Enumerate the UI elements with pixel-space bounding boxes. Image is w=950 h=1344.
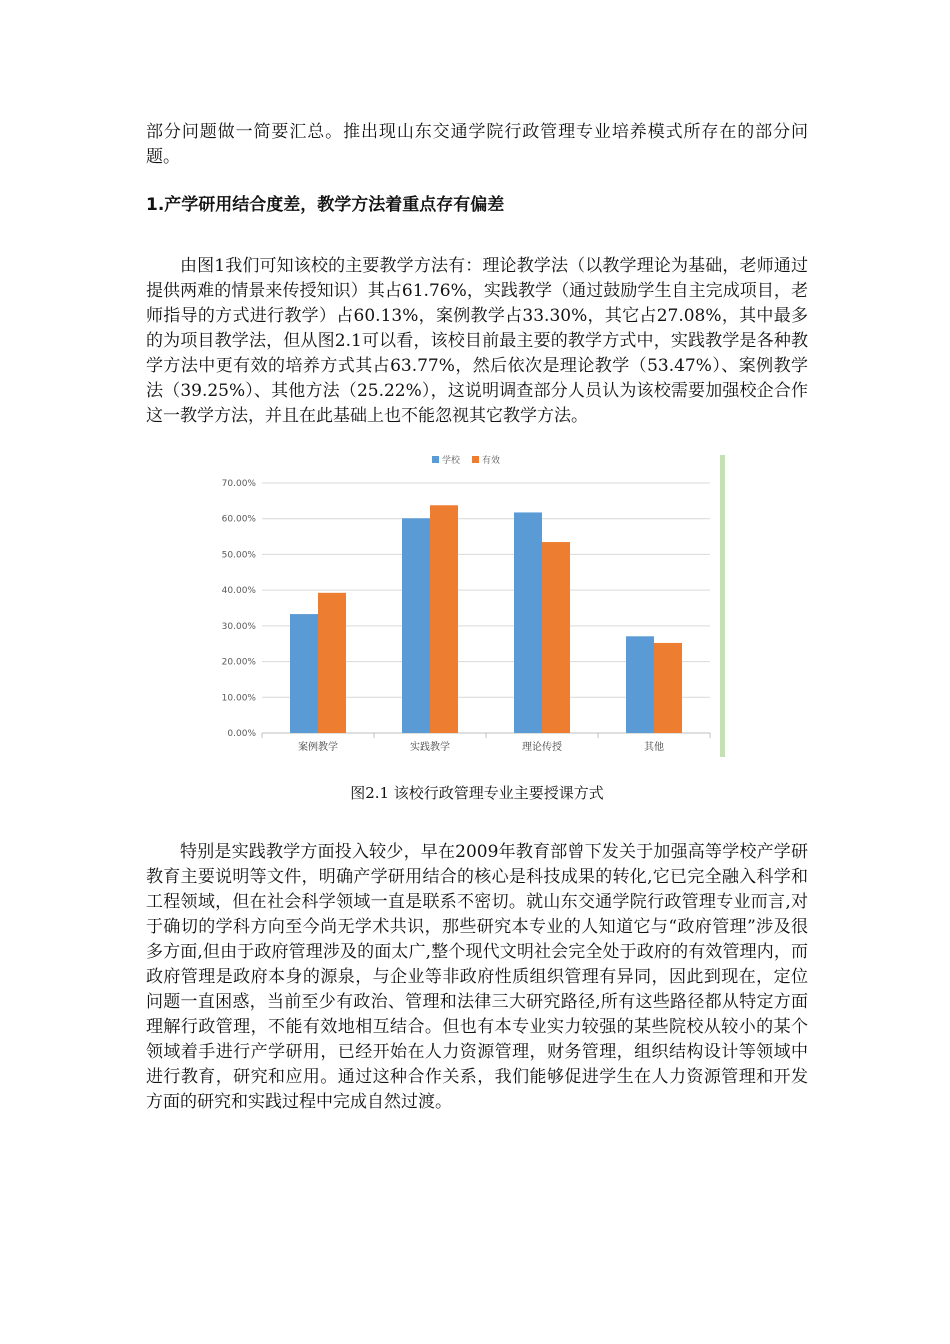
bar-有效-其他 [654,643,682,733]
chart-legend [432,454,500,466]
paragraph-teaching-methods: 由图1我们可知该校的主要教学方法有：理论教学法（以教学理论为基础，老师通过提供两难的情景来传授知识）其占61.76%，实践教学（通过鼓励学生自主完成项目，老师指导的方式进行教学）占60.13%，案例教学占33.30%，其它占27.08%，其中最多的为项目教学法，但从图2.1可以看，该校目前最主要的教学方式中，实践教学是各种教学方法中更有效的培养方式其占63.77%，然后依次是理论教学（53.47%）、案例教学法（39.25%）、其他方法（25.22%），这说明调查部分人员认为该校需要加强校企合作这一教学方法，并且在此基础上也不能忽视其它教学方法。 [146,256,808,426]
figure-chart [146,451,808,771]
x-category-label: 实践教学 [410,742,450,753]
figure-caption: 图2.1 该校行政管理专业主要授课方式 [350,784,604,802]
y-tick-label: 10.00% [221,693,256,704]
legend-swatch [472,456,479,463]
bar-学校-实践教学 [402,518,430,733]
y-tick-label: 0.00% [227,729,256,739]
y-tick-label: 70.00% [221,479,256,489]
chart-side-border [720,455,725,757]
section-heading: 1.产学研用结合度差，教学方法着重点存有偏差 [146,195,505,215]
y-tick-label: 60.00% [221,514,256,525]
y-tick-label: 20.00% [221,657,256,668]
y-tick-label: 50.00% [221,550,256,561]
y-tick-label: 40.00% [221,586,256,597]
x-category-label: 案例教学 [298,742,338,753]
bar-有效-案例教学 [318,593,346,733]
legend-label: 学校 [442,456,461,466]
bars [290,505,682,733]
bar-有效-理论传授 [542,542,570,733]
bar-学校-理论传授 [514,512,542,733]
document-page [146,120,808,1115]
bar-有效-实践教学 [430,505,458,733]
legend-label: 有效 [482,456,501,466]
paragraph-industry-research: 特别是实践教学方面投入较少，早在2009年教育部曾下发关于加强高等学校产学研教育主要说明等文件，明确产学研用结合的核心是科技成果的转化,它已完全融入科学和工程领域，但在社会科学领域一直是联系不密切。就山东交通学院行政管理专业而言,对于确切的学科方向至今尚无学术共识，那些研究本专业的人知道它与“政府管理”涉及很多方面,但由于政府管理涉及的面太广,整个现代文明社会完全处于政府的有效管理内，而政府管理是政府本身的源泉，与企业等非政府性质组织管理有异同，因此到现在，定位问题一直困惑，当前至少有政治、管理和法律三大研究路径,所有这些路径都从特定方面理解行政管理，不能有效地相互结合。但也有本专业实力较强的某些院校从较小的某个领域着手进行产学研用，已经开始在人力资源管理，财务管理，组织结构设计等领域中进行教育，研究和应用。通过这种合作关系，我们能够促进学生在人力资源管理和开发方面的研究和实践过程中完成自然过渡。 [146,842,808,1112]
x-category-label: 理论传授 [522,742,562,753]
bar-学校-案例教学 [290,614,318,733]
y-tick-label: 30.00% [221,621,256,632]
intro-paragraph: 部分问题做一简要汇总。推出现山东交通学院行政管理专业培养模式所存在的部分问题。 [146,122,808,167]
bar-chart [146,451,808,771]
legend-swatch [432,456,439,463]
x-category-label: 其他 [644,742,664,753]
bar-学校-其他 [626,636,654,733]
